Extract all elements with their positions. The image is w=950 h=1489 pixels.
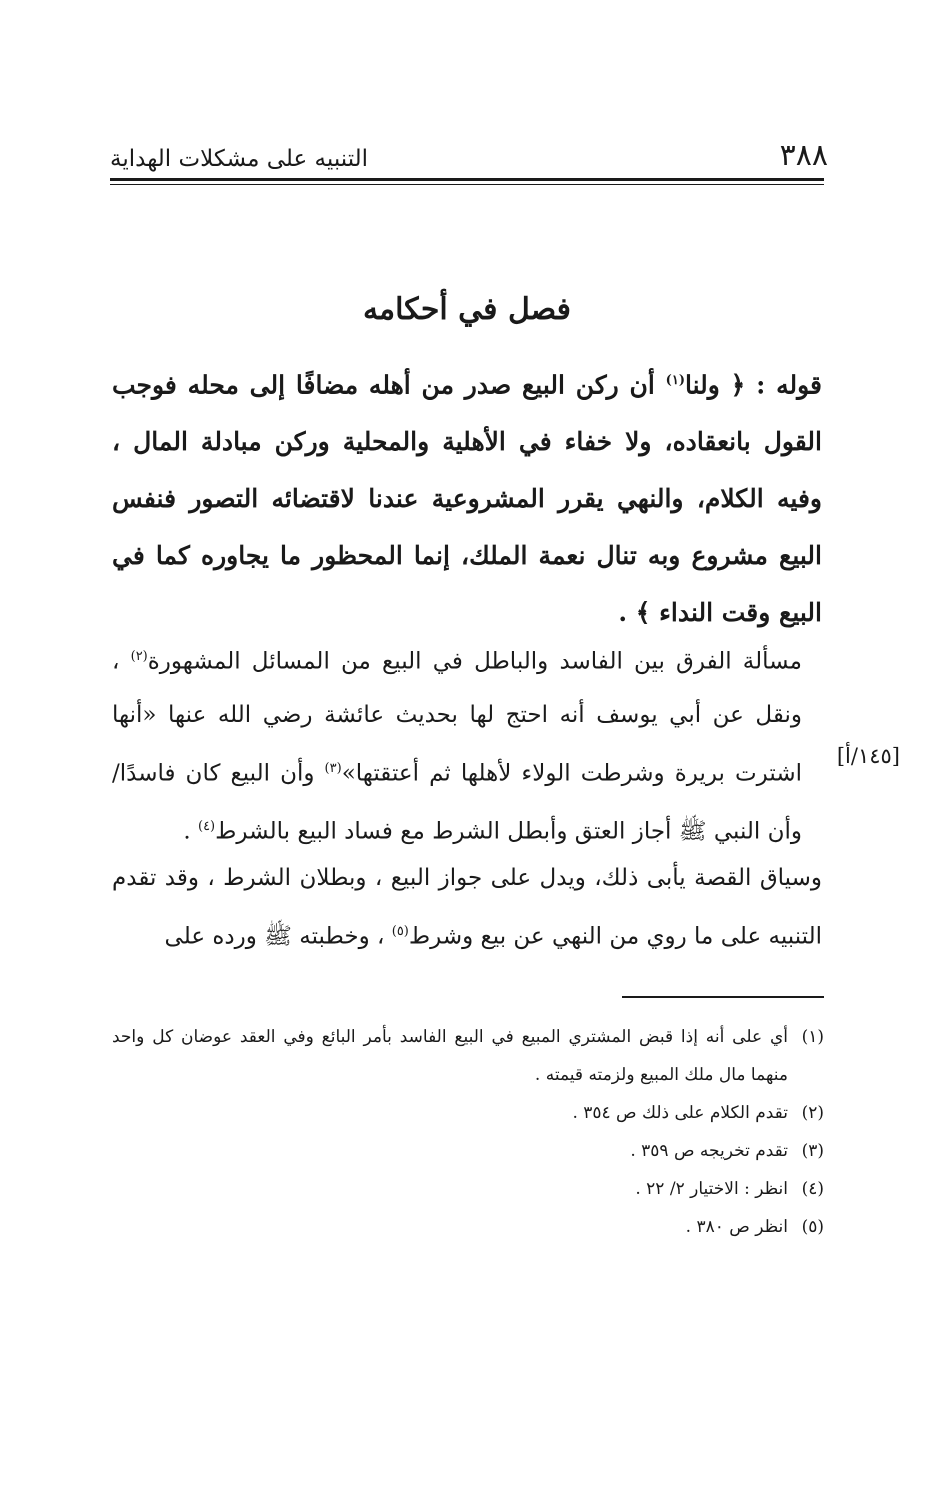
footnote-number: (٣) <box>801 1141 824 1161</box>
body-paragraph-1 <box>112 630 802 859</box>
para1-text-b: ، ونقل عن أبي يوسف أنه احتج لها بحديث عائشة رضي الله عنها «أنها اشترت بريرة وشرطت الولاء لأهلها ثم أعتقتها» <box>112 648 802 787</box>
footnote-text: انظر ص ٣٨٠ . <box>685 1217 788 1237</box>
para1-text-d: . <box>183 818 198 845</box>
footnote-text: انظر : الاختيار ٢/ ٢٢ . <box>635 1179 788 1199</box>
footnote-ref-2: (٢) <box>130 649 148 664</box>
body-paragraph-2 <box>112 852 822 964</box>
footnote-item <box>112 1132 824 1170</box>
footnote-ref-3: (٣) <box>324 760 342 776</box>
para1-text-c: وأن البيع كان فاسدًا/ وأن النبي ﷺ أجاز العتق وأبطل الشرط مع فساد البيع بالشرط <box>112 760 802 845</box>
page-number: ٣٨٨ <box>779 138 828 173</box>
footnote-item <box>112 1170 824 1208</box>
footnote-text: تقدم الكلام على ذلك ص ٣٥٤ . <box>572 1103 788 1123</box>
footnote-separator <box>622 996 824 998</box>
footnote-number: (٤) <box>801 1179 824 1199</box>
footnote-text: تقدم تخريجه ص ٣٥٩ . <box>630 1141 788 1161</box>
footnote-ref-1: (١) <box>665 373 685 388</box>
running-header-title: التنبيه على مشكلات الهداية <box>110 146 369 172</box>
header-rule-thin <box>110 184 824 185</box>
footnote-ref-5: (٥) <box>391 924 409 939</box>
footnote-ref-4: (٤) <box>197 819 216 835</box>
footnote-text: أي على أنه إذا قبض المشتري المبيع في البيع الفاسد بأمر البائع وفي العقد عوضان كل واحد منهما مال ملك المبيع ولزمته قيمته . <box>112 1027 788 1085</box>
header-rule <box>110 178 824 181</box>
quoted-text-block <box>112 352 822 641</box>
quote-text-start: قوله : ﴿ ولنا <box>684 370 822 400</box>
para2-text-a: وسياق القصة يأبى ذلك، ويدل على جواز البيع ، وبطلان الشرط ، وقد تقدم التنبيه على ما روي من النهي عن بيع وشرط <box>112 865 822 950</box>
para1-text-a: مسألة الفرق بين الفاسد والباطل في البيع من المسائل المشهورة <box>147 648 802 675</box>
section-heading: فصل في أحكامه <box>362 292 572 327</box>
para2-text-b: ، وخطبته ﷺ ورده على <box>164 923 392 950</box>
footnote-item <box>112 1208 824 1246</box>
footnotes-list <box>112 1018 824 1246</box>
footnote-item <box>112 1018 824 1094</box>
footnote-number: (٢) <box>801 1103 824 1123</box>
quote-text-rest: أن ركن البيع صدر من أهله مضافًا إلى محله فوجب القول بانعقاده، ولا خفاء في الأهلية والمحلية وركن مبادلة المال ، وفيه الكلام، والنهي يقرر المشروعية عندنا لاقتضائه التصور فنفس البيع مشروع وبه تنال نعمة الملك، إنما المحظور ما يجاوره كما في البيع وقت النداء ﴾ . <box>112 370 822 628</box>
manuscript-folio-marker: [١٤٥/أ] <box>836 744 900 768</box>
footnote-number: (١) <box>801 1027 824 1047</box>
footnote-number: (٥) <box>801 1217 824 1237</box>
footnote-item <box>112 1094 824 1132</box>
